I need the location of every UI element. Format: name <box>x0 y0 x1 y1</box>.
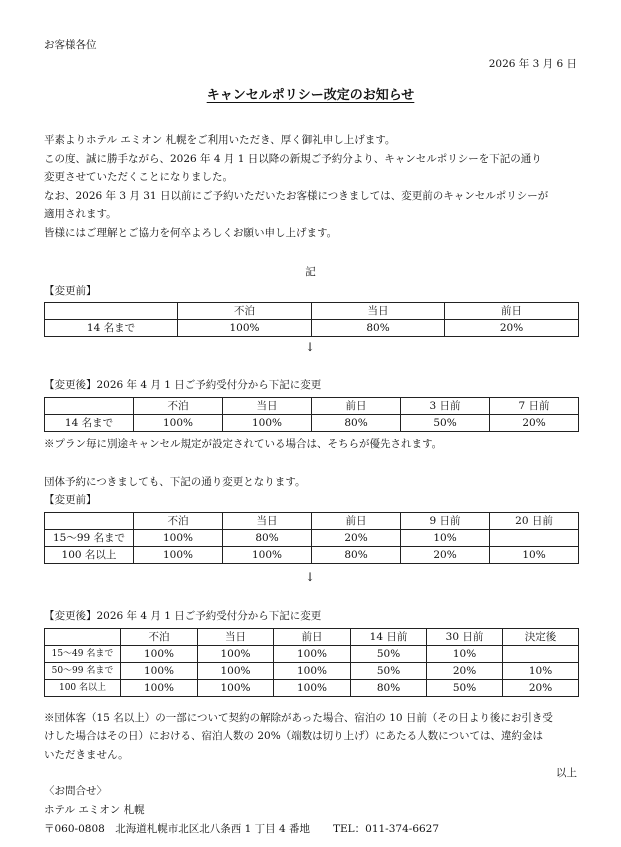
footnote-line: ※団体客（15 名以上）の一部について契約の解除があった場合、宿泊の 10 日前（その日より後にお引き受 <box>44 712 553 724</box>
table-cell: 80% <box>312 415 401 432</box>
table-cell: 100 名以上 <box>45 680 121 697</box>
table-cell: 当日 <box>223 398 312 415</box>
table-cell <box>45 513 134 530</box>
body-line: なお、2026 年 3 月 31 日以前にご予約いただいたお客様につきましては、変更前のキャンセルポリシーが <box>44 190 549 202</box>
cancel-table-before <box>44 302 579 337</box>
table-cell: 50～99 名まで <box>45 663 121 680</box>
table-cell: 100% <box>198 646 274 663</box>
table-cell: 30 日前 <box>427 629 503 646</box>
table-cell: 100% <box>223 547 312 564</box>
table-cell: 100% <box>198 663 274 680</box>
table-cell: 10% <box>490 547 579 564</box>
table-cell: 80% <box>312 320 445 337</box>
table-row <box>45 320 579 337</box>
table-row <box>45 646 579 663</box>
table-row <box>45 663 579 680</box>
plan-note: ※プラン毎に別途キャンセル規定が設定されている場合は、そちらが優先されます。 <box>44 438 443 450</box>
table-cell: 10% <box>401 530 490 547</box>
table2-label: 【変更後】2026 年 4 月 1 日ご予約受付分から下記に変更 <box>44 379 322 391</box>
body-line: 平素よりホテル エミオン 札幌をご利用いただき、厚く御礼申し上げます。 <box>44 134 396 146</box>
table-cell: 20% <box>445 320 579 337</box>
table-cell: 前日 <box>312 398 401 415</box>
body-line: 皆様にはご理解とご協力を何卒よろしくお願い申し上げます。 <box>44 227 338 239</box>
hotel-name: ホテル エミオン 札幌 <box>44 804 145 816</box>
table-cell: 前日 <box>312 513 401 530</box>
table-header-row <box>45 303 579 320</box>
body-line: この度、誠に勝手ながら、2026 年 4 月 1 日以降の新規ご予約分より、キャンセルポリシーを下記の通り <box>44 153 542 165</box>
table-cell: 15～99 名まで <box>45 530 134 547</box>
table-cell <box>490 530 579 547</box>
recipient: お客様各位 <box>44 39 97 51</box>
hotel-phone: TEL：011-374-6627 <box>333 823 440 835</box>
table-cell: 100% <box>178 320 312 337</box>
table4-label: 【変更後】2026 年 4 月 1 日ご予約受付分から下記に変更 <box>44 610 322 622</box>
table-cell: 当日 <box>223 513 312 530</box>
table-cell: 3 日前 <box>401 398 490 415</box>
table-cell: 20 日前 <box>490 513 579 530</box>
table-row <box>45 530 579 547</box>
table-cell: 20% <box>490 415 579 432</box>
table-cell: 不泊 <box>134 398 223 415</box>
cancel-table-after <box>44 397 579 432</box>
table-cell: 15～49 名まで <box>45 646 121 663</box>
table-cell: 不泊 <box>178 303 312 320</box>
table-cell: 100% <box>223 415 312 432</box>
document-title: キャンセルポリシー改定のお知らせ <box>206 88 415 103</box>
table-row <box>45 415 579 432</box>
table-row <box>45 547 579 564</box>
table-cell: 不泊 <box>121 629 198 646</box>
table-cell: 20% <box>503 680 579 697</box>
table-cell: 100% <box>121 680 198 697</box>
table-header-row <box>45 629 579 646</box>
table-cell: 20% <box>401 547 490 564</box>
table-cell: 14 名まで <box>45 320 178 337</box>
group-table-after <box>44 628 579 697</box>
ki-heading: 記 <box>305 266 316 278</box>
down-arrow-icon: ↓ <box>305 570 316 584</box>
table-cell: 80% <box>351 680 427 697</box>
table-cell: 100% <box>274 646 351 663</box>
table-cell <box>45 398 134 415</box>
contact-heading: 〈お問合せ〉 <box>44 785 107 797</box>
table-cell: 20% <box>427 663 503 680</box>
footnote-line: いただきません。 <box>44 749 129 761</box>
table-cell: 当日 <box>312 303 445 320</box>
table-cell: 50% <box>401 415 490 432</box>
table-cell <box>45 629 121 646</box>
hotel-address: 〒060-0808 北海道札幌市北区北八条西 1 丁目 4 番地 <box>44 823 311 835</box>
table-header-row <box>45 398 579 415</box>
table-cell: 10% <box>427 646 503 663</box>
table-row <box>45 680 579 697</box>
group-intro: 団体予約につきましても、下記の通り変更となります。 <box>44 476 306 488</box>
table1-label: 【変更前】 <box>44 285 97 297</box>
table-cell: 100% <box>274 680 351 697</box>
body-line: 変更させていただくことになりました。 <box>44 171 233 183</box>
footnote-line: けした場合はその日）における、宿泊人数の 20%（端数は切り上げ）にあたる人数については、違約金は <box>44 730 543 742</box>
table-cell: 前日 <box>274 629 351 646</box>
group-table-before <box>44 512 579 564</box>
table-cell: 80% <box>312 547 401 564</box>
table-cell: 14 日前 <box>351 629 427 646</box>
table-cell: 100% <box>121 646 198 663</box>
table-cell: 当日 <box>198 629 274 646</box>
table-cell: 100% <box>198 680 274 697</box>
table-cell: 50% <box>427 680 503 697</box>
body-line: 適用されます。 <box>44 208 117 220</box>
table-cell: 決定後 <box>503 629 579 646</box>
closing-ijo: 以上 <box>556 767 577 779</box>
table-header-row <box>45 513 579 530</box>
table-cell <box>503 646 579 663</box>
table-cell: 100% <box>134 415 223 432</box>
document-date: 2026 年 3 月 6 日 <box>488 58 577 70</box>
table-cell: 50% <box>351 663 427 680</box>
table-cell: 100 名以上 <box>45 547 134 564</box>
table-cell: 9 日前 <box>401 513 490 530</box>
table-cell <box>45 303 178 320</box>
table-cell: 20% <box>312 530 401 547</box>
table-cell: 10% <box>503 663 579 680</box>
table-cell: 50% <box>351 646 427 663</box>
table3-label: 【変更前】 <box>44 494 97 506</box>
table-cell: 100% <box>121 663 198 680</box>
table-cell: 100% <box>274 663 351 680</box>
table-cell: 80% <box>223 530 312 547</box>
table-cell: 不泊 <box>134 513 223 530</box>
table-cell: 前日 <box>445 303 579 320</box>
table-cell: 100% <box>134 530 223 547</box>
table-cell: 100% <box>134 547 223 564</box>
table-cell: 7 日前 <box>490 398 579 415</box>
table-cell: 14 名まで <box>45 415 134 432</box>
down-arrow-icon: ↓ <box>305 340 316 354</box>
